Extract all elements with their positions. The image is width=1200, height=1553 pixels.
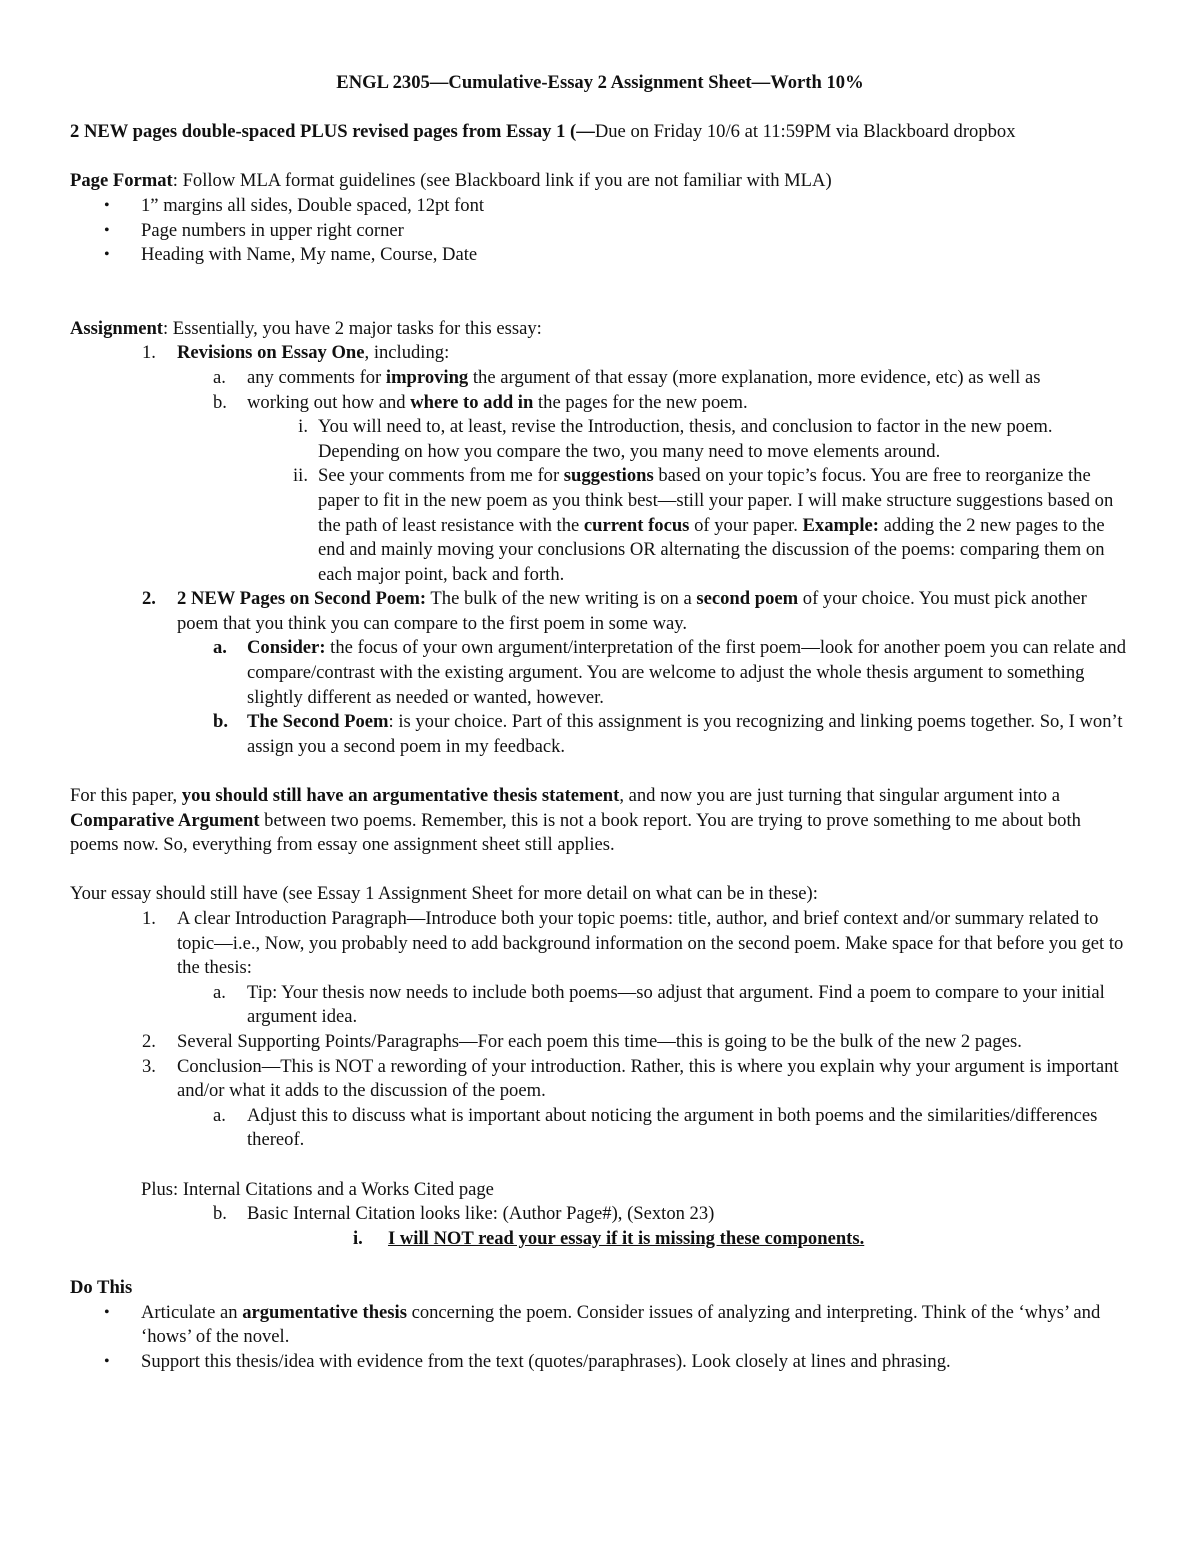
text: any comments for xyxy=(247,366,386,388)
comparative-paragraph xyxy=(70,784,1130,858)
list-item xyxy=(70,710,1130,759)
list-item xyxy=(70,1202,1130,1227)
due-text: Due on Friday 10/6 at 11:59PM via Blackboard dropbox xyxy=(594,121,1016,143)
bold-text: you should still have an argumentative thesis statement xyxy=(181,785,620,807)
due-line xyxy=(70,120,1130,145)
text: adding the 2 new pages to the end and mainly moving your conclusions OR alternating the discussion of the poems: comparing them on each major point, back and forth. xyxy=(318,514,1105,585)
text: based on your topic’s focus. You are free to reorganize the paper to fit in the new poem as you think best—still your paper. I will make structure suggestions based on the path of least resistance with the xyxy=(318,465,1114,536)
task-1-text: , including: xyxy=(364,342,450,364)
text: , and now you are just turning that singular argument into a xyxy=(619,785,1060,807)
list-item xyxy=(70,1301,1130,1350)
text: Support this thesis/idea with evidence from the text (quotes/paraphrases). Look closely at lines and phrasing. xyxy=(141,1350,951,1372)
do-this-list xyxy=(70,1301,1130,1375)
bold-text: The Second Poem xyxy=(247,711,389,733)
list-item xyxy=(70,391,1130,588)
list-item xyxy=(70,981,1130,1030)
list-marker: 2. xyxy=(142,588,156,610)
page-format-label: Page Format xyxy=(70,170,173,192)
list-item xyxy=(70,1055,1130,1153)
text: the argument of that essay (more explanation, more evidence, etc) as well as xyxy=(468,366,1041,388)
list-item xyxy=(70,464,1130,587)
list-marker: a. xyxy=(213,366,226,388)
text: You will need to, at least, revise the Introduction, thesis, and conclusion to factor in the new poem. Depending on how you compare the two, you many need to move elements around. xyxy=(318,416,1053,462)
list-marker: 1. xyxy=(142,908,156,929)
format-bullets xyxy=(70,194,1130,268)
task-1-sublist xyxy=(70,366,1130,587)
citation-list xyxy=(70,1202,1130,1227)
assignment-label: Assignment xyxy=(70,317,163,339)
text: Articulate an xyxy=(141,1301,243,1323)
text: the focus of your own argument/interpretation of the first poem—look for another poem you can relate and compare/contrast with the existing argument. You are welcome to adjust the whole thesis argument to something slightly different as needed or wanted, however. xyxy=(247,637,1127,708)
text: : is your choice. Part of this assignment is you recognizing and linking poems together. So, I won’t assign you a second poem in my feedback. xyxy=(247,711,1123,757)
list-marker: a. xyxy=(213,981,226,1003)
list-marker: 1. xyxy=(142,342,156,364)
warning-line xyxy=(70,1227,1130,1252)
bullet-text: Page numbers in upper right corner xyxy=(141,219,404,241)
list-item xyxy=(70,219,1130,244)
text: The bulk of the new writing is on a xyxy=(426,588,697,610)
bold-text: second poem xyxy=(696,588,799,610)
bold-text: Example: xyxy=(802,514,879,536)
bullet-icon: • xyxy=(104,1352,110,1370)
bold-text: where to add in xyxy=(410,391,534,413)
task-2-sublist xyxy=(70,636,1130,759)
list-item xyxy=(70,1030,1130,1055)
plus-line: Plus: Internal Citations and a Works Cited page xyxy=(141,1178,494,1200)
list-item xyxy=(70,415,1130,464)
text: Basic Internal Citation looks like: (Author Page#), (Sexton 23) xyxy=(247,1203,715,1225)
essay-components-list xyxy=(70,907,1130,1153)
bold-text: Comparative Argument xyxy=(70,809,260,831)
page-format-line xyxy=(70,169,1130,194)
essay-intro: Your essay should still have (see Essay 1 Assignment Sheet for more detail on what can be in these): xyxy=(70,883,818,905)
due-bold: 2 NEW pages double-spaced PLUS revised pages from Essay 1 ( xyxy=(70,121,577,143)
bullet-icon: • xyxy=(104,221,110,239)
bullet-icon: • xyxy=(104,246,110,264)
text: Conclusion—This is NOT a rewording of your introduction. Rather, this is where you explain why your argument is important and/or what it adds to the discussion of the poem. xyxy=(177,1055,1119,1102)
due-dash: — xyxy=(576,121,595,143)
task-1-title: Revisions on Essay One xyxy=(177,342,365,364)
do-this-label: Do This xyxy=(70,1276,133,1298)
text: working out how and xyxy=(247,391,411,413)
list-marker: a. xyxy=(213,637,227,659)
list-item xyxy=(70,194,1130,219)
list-item xyxy=(70,636,1130,710)
assignment-line xyxy=(70,317,1130,342)
list-item xyxy=(70,1104,1130,1153)
bullet-text: 1” margins all sides, Double spaced, 12pt font xyxy=(141,194,485,216)
sublist xyxy=(70,1104,1130,1153)
assignment-text: : Essentially, you have 2 major tasks for this essay: xyxy=(162,317,542,339)
list-marker: ii. xyxy=(293,465,308,487)
sub-sublist xyxy=(70,415,1130,587)
list-marker: i. xyxy=(298,416,308,438)
list-marker: i. xyxy=(353,1227,363,1249)
text: A clear Introduction Paragraph—Introduce both your topic poems: title, author, and brief context and/or summary related to topic—i.e., Now, you probably need to add background information on the second poem. Make space for that before you get to the thesis: xyxy=(177,908,1124,979)
bold-text: improving xyxy=(385,366,469,388)
list-marker: b. xyxy=(213,711,228,733)
text: of your choice. You must pick another poem that you think you can compare to the first poem in some way. xyxy=(177,588,1087,634)
text: between two poems. Remember, this is not a book report. You are trying to prove something to me about both poems now. So, everything from essay one assignment sheet still applies. xyxy=(70,809,1081,856)
bold-text: suggestions xyxy=(563,465,654,487)
list-item xyxy=(70,366,1130,391)
list-marker: a. xyxy=(213,1104,226,1126)
list-item xyxy=(70,243,1130,268)
list-marker: 3. xyxy=(142,1055,156,1077)
bullet-text: Heading with Name, My name, Course, Date xyxy=(141,244,478,266)
text: the pages for the new poem. xyxy=(533,391,748,413)
bullet-icon: • xyxy=(104,196,110,214)
bold-text: Consider: xyxy=(247,637,326,659)
task-list xyxy=(70,341,1130,759)
list-marker: 2. xyxy=(142,1030,156,1052)
task-2 xyxy=(70,587,1130,759)
list-item xyxy=(70,907,1130,1030)
list-marker: b. xyxy=(213,391,227,413)
text: Several Supporting Points/Paragraphs—For each poem this time—this is going to be the bulk of the new 2 pages. xyxy=(177,1030,1022,1052)
text: concerning the poem. Consider issues of analyzing and interpreting. Think of the ‘whys’ and ‘hows’ of the novel. xyxy=(141,1301,1101,1348)
text: Tip: Your thesis now needs to include both poems—so adjust that argument. Find a poem to compare to your initial argument idea. xyxy=(247,981,1105,1028)
text: For this paper, xyxy=(70,785,182,807)
bold-text: argumentative thesis xyxy=(242,1301,407,1323)
text: of your paper. xyxy=(689,514,803,536)
list-marker: b. xyxy=(213,1203,227,1225)
bold-text: current focus xyxy=(583,514,690,536)
page-format-text: : Follow MLA format guidelines (see Blackboard link if you are not familiar with MLA) xyxy=(172,170,832,192)
do-this-heading xyxy=(70,1276,1130,1301)
list-item xyxy=(70,1350,1130,1375)
task-2-title: 2 NEW Pages on Second Poem: xyxy=(177,588,427,610)
task-1 xyxy=(70,341,1130,587)
warning-text: I will NOT read your essay if it is missing these components. xyxy=(388,1227,865,1249)
sublist xyxy=(70,981,1130,1030)
text: See your comments from me for xyxy=(318,465,564,487)
text: Adjust this to discuss what is important about noticing the argument in both poems and the similarities/differences thereof. xyxy=(247,1104,1098,1151)
document-title: ENGL 2305—Cumulative-Essay 2 Assignment Sheet—Worth 10% xyxy=(336,72,864,93)
bullet-icon: • xyxy=(104,1303,110,1321)
